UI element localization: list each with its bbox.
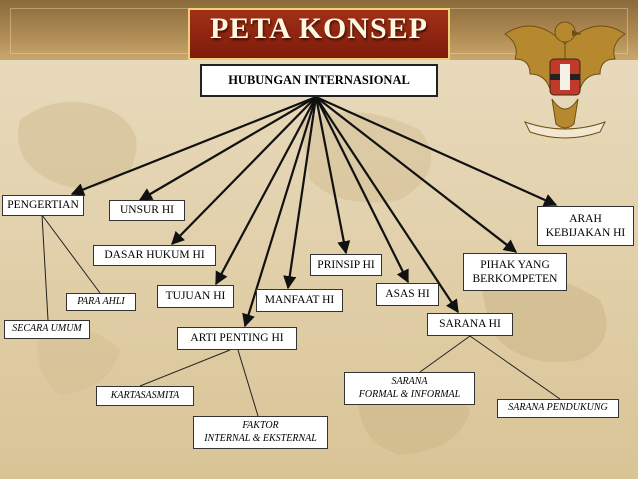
node-label: MANFAAT HI [264,294,335,307]
node-label-line-1: ARAH [569,212,602,225]
node-sarana-formal-informal [344,372,475,405]
node-label: TUJUAN HI [165,290,226,303]
node-label-line-1: FAKTOR [242,420,279,431]
node-label-line-2: INTERNAL & EKSTERNAL [204,432,317,444]
node-label: ARTI PENTING HI [190,332,284,345]
slide-title: PETA KONSEP [210,12,428,45]
node-sarana-pendukung [497,399,619,418]
node-label-line-2: FORMAL & INFORMAL [358,388,461,400]
node-label: ASAS HI [385,288,430,301]
node-faktor-internal-eksternal [193,416,328,449]
node-label: SARANA HI [439,318,501,331]
node-manfaat-hi [256,289,343,312]
node-pengertian [2,195,84,216]
arrow-to-dasar-hukum [172,97,316,244]
node-unsur-hi [109,200,185,221]
node-label: PARA AHLI [77,295,125,307]
node-label: SECARA UMUM [12,323,82,335]
node-label: SARANA PENDUKUNG [508,402,608,414]
node-prinsip-hi [310,254,382,276]
node-para-ahli [66,293,136,311]
node-label: HUBUNGAN INTERNASIONAL [228,72,410,87]
node-asas-hi [376,283,439,306]
node-label-line-2: KEBIJAKAN HI [545,227,626,239]
link-pengertian-para-ahli [42,215,100,293]
arrow-to-pengertian [72,97,316,194]
node-kartasasmita [96,386,194,406]
link-sarana-pendukung [470,336,560,399]
link-arti-penting-kartasasmita [140,350,230,386]
link-pengertian-secara-umum [42,215,48,320]
node-label: DASAR HUKUM HI [104,249,205,262]
node-arah-kebijakan-hi [537,206,634,246]
node-label: PENGERTIAN [7,199,79,212]
node-label: KARTASASMITA [110,389,180,401]
node-label: PRINSIP HI [317,258,375,271]
node-hubungan-internasional [200,64,438,97]
node-arti-penting-hi [177,327,297,350]
node-label-line-1: SARANA [391,376,428,387]
node-tujuan-hi [157,285,234,308]
node-sarana-hi [427,313,513,336]
link-sarana-formal [420,336,470,372]
node-dasar-hukum-hi [93,245,216,266]
link-arti-penting-faktor [238,350,258,416]
node-label: UNSUR HI [120,204,174,217]
node-secara-umum [4,320,90,339]
node-pihak-yang-berkompeten [463,253,567,291]
node-label-line-2: BERKOMPETEN [472,273,558,285]
node-label-line-1: PIHAK YANG [480,258,550,271]
